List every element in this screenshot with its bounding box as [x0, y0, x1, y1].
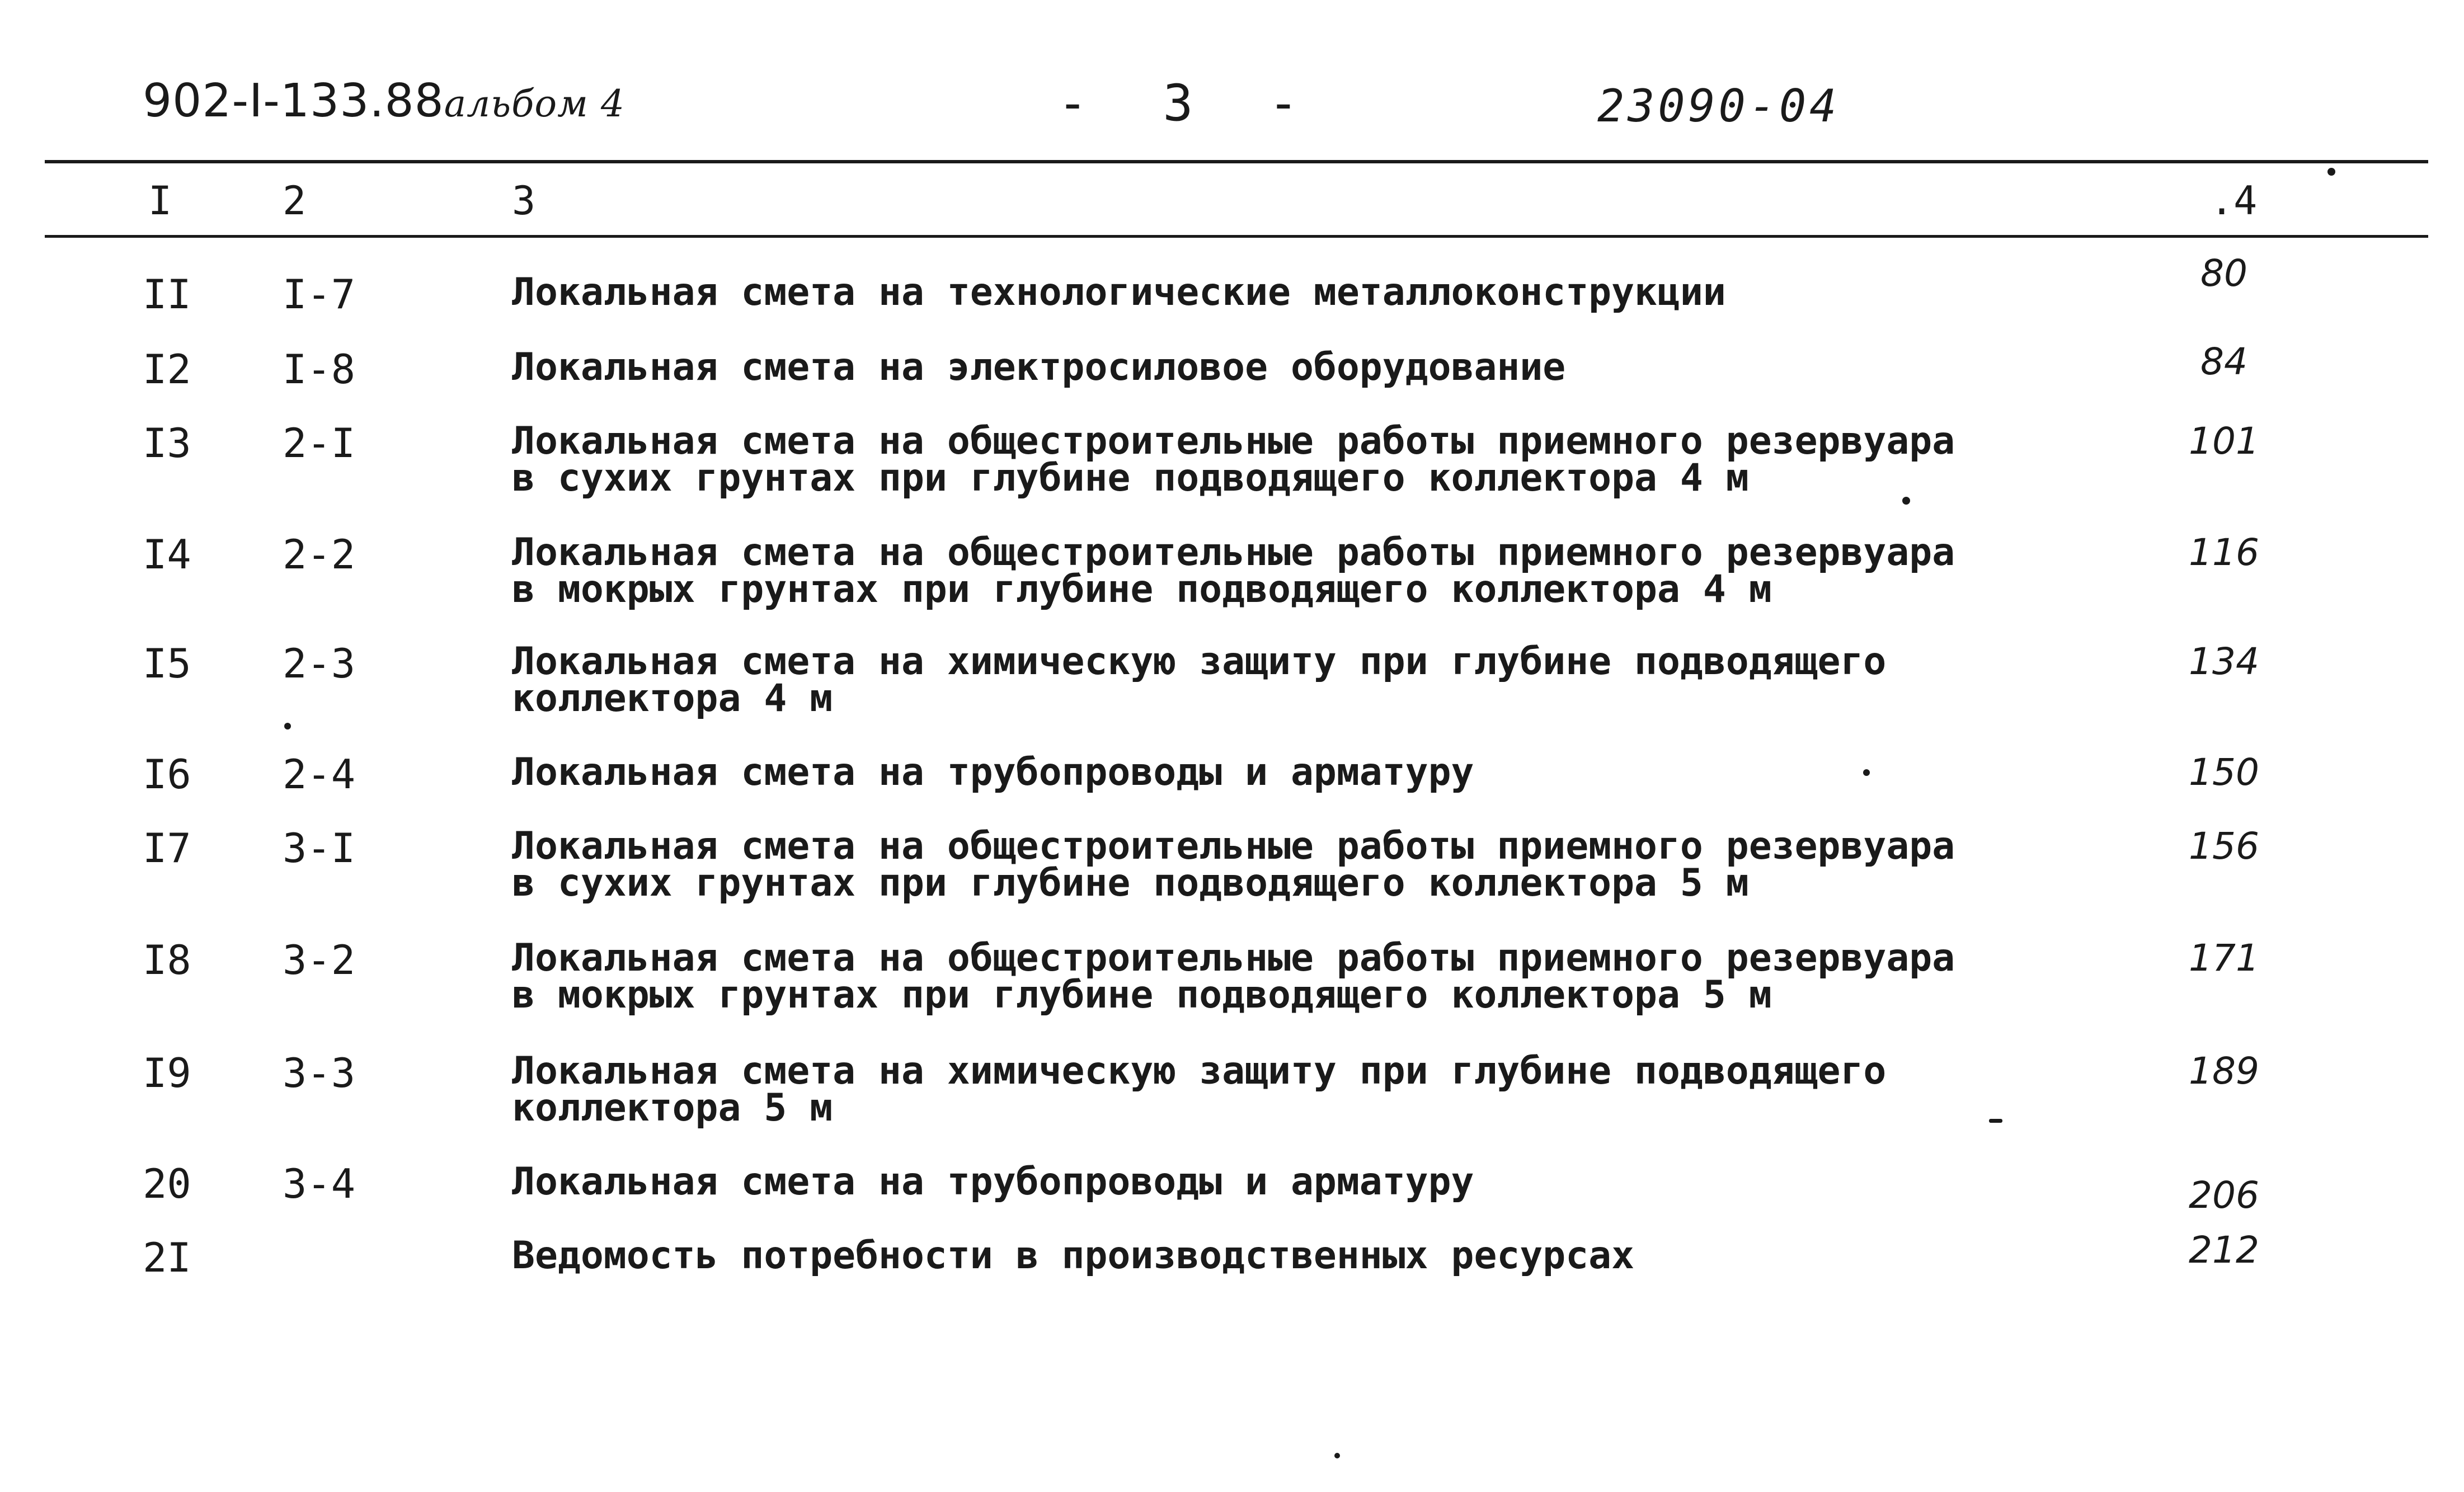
- scan-speck: [1334, 1453, 1340, 1458]
- row-number: I8: [143, 936, 191, 983]
- row-number: I3: [143, 420, 191, 467]
- estimate-code: 3-I: [283, 825, 356, 872]
- table-row: [0, 1229, 2464, 1310]
- page-ref: 150: [2189, 751, 2259, 794]
- page-ref: 101: [2189, 420, 2259, 463]
- page-ref: 80: [2200, 252, 2247, 295]
- row-number: I6: [143, 751, 191, 798]
- header-rule: [45, 235, 2428, 238]
- page-number: - 3 -: [1057, 74, 1321, 133]
- table-row: [0, 530, 2464, 611]
- row-number: II: [143, 271, 191, 318]
- page-ref: 134: [2189, 640, 2259, 683]
- document-code: [143, 74, 625, 128]
- row-number: 2I: [143, 1234, 191, 1281]
- estimate-title: Локальная смета на технологические металлоконструкции: [512, 270, 1726, 314]
- table-row: [0, 419, 2464, 500]
- estimate-title: Ведомость потребности в производственных ресурсах: [512, 1234, 1635, 1278]
- row-number: I5: [143, 640, 191, 687]
- estimate-title: Локальная смета на трубопроводы и арматуру: [512, 1160, 1474, 1204]
- column-header-2: 2: [283, 178, 307, 224]
- sheet-code: 23090-04: [1597, 80, 1840, 132]
- estimate-code: 2-I: [283, 420, 356, 467]
- page-ref: 156: [2189, 825, 2259, 868]
- scan-speck: [1902, 497, 1910, 505]
- table-row: [0, 252, 2464, 347]
- estimate-code: I-8: [283, 346, 356, 393]
- estimate-title: Локальная смета на общестроительные работы приемного резервуара в мокрых грунтах при глубине подводящего коллектора 4 м: [512, 530, 1955, 611]
- page-ref: 116: [2189, 531, 2259, 574]
- album-note: альбом 4: [444, 82, 625, 125]
- table-row: [0, 340, 2464, 422]
- page-ref: 171: [2189, 936, 2259, 980]
- page-ref: 189: [2189, 1049, 2259, 1093]
- row-number: I9: [143, 1049, 191, 1096]
- column-header-3: 3: [512, 178, 536, 224]
- table-row: [0, 936, 2464, 1017]
- table-row: [0, 1160, 2464, 1236]
- estimate-code: 3-3: [283, 1049, 356, 1096]
- estimate-code: 2-4: [283, 751, 356, 798]
- scan-speck: [284, 723, 291, 729]
- document-code-text: 902-I-133.88: [143, 74, 444, 128]
- estimate-title: Локальная смета на общестроительные работы приемного резервуара в мокрых грунтах при глубине подводящего коллектора 5 м: [512, 936, 1955, 1017]
- estimate-title: Локальная смета на электросиловое оборудование: [512, 345, 1566, 389]
- estimate-code: I-7: [283, 271, 356, 318]
- estimate-code: 3-2: [283, 936, 356, 983]
- table-row: [0, 639, 2464, 721]
- row-number: 20: [143, 1160, 191, 1207]
- top-rule: [45, 160, 2428, 163]
- row-number: I4: [143, 531, 191, 578]
- estimate-title: Локальная смета на общестроительные работы приемного резервуара в сухих грунтах при глубине подводящего коллектора 4 м: [512, 419, 1955, 500]
- estimate-title: Локальная смета на общестроительные работы приемного резервуара в сухих грунтах при глубине подводящего коллектора 5 м: [512, 824, 1955, 905]
- estimate-title: Локальная смета на трубопроводы и арматуру: [512, 750, 1474, 794]
- estimate-code: 2-3: [283, 640, 356, 687]
- estimate-code: 3-4: [283, 1160, 356, 1207]
- page-ref: 212: [2189, 1229, 2259, 1272]
- row-number: I7: [143, 825, 191, 872]
- scan-speck: [1863, 769, 1870, 776]
- page-ref: 84: [2200, 340, 2247, 383]
- estimate-code: 2-2: [283, 531, 356, 578]
- estimate-title: Локальная смета на химическую защиту при глубине подводящего коллектора 4 м: [512, 639, 1887, 721]
- scan-speck: [1989, 1119, 2002, 1123]
- row-number: I2: [143, 346, 191, 393]
- scan-speck: [2327, 168, 2335, 176]
- table-row: [0, 824, 2464, 905]
- table-row: [0, 1049, 2464, 1130]
- page-ref: 206: [2189, 1174, 2259, 1217]
- estimate-title: Локальная смета на химическую защиту при глубине подводящего коллектора 5 м: [512, 1049, 1887, 1130]
- column-header-4: .4: [2210, 178, 2258, 224]
- column-header-1: I: [148, 178, 172, 224]
- table-row: [0, 750, 2464, 827]
